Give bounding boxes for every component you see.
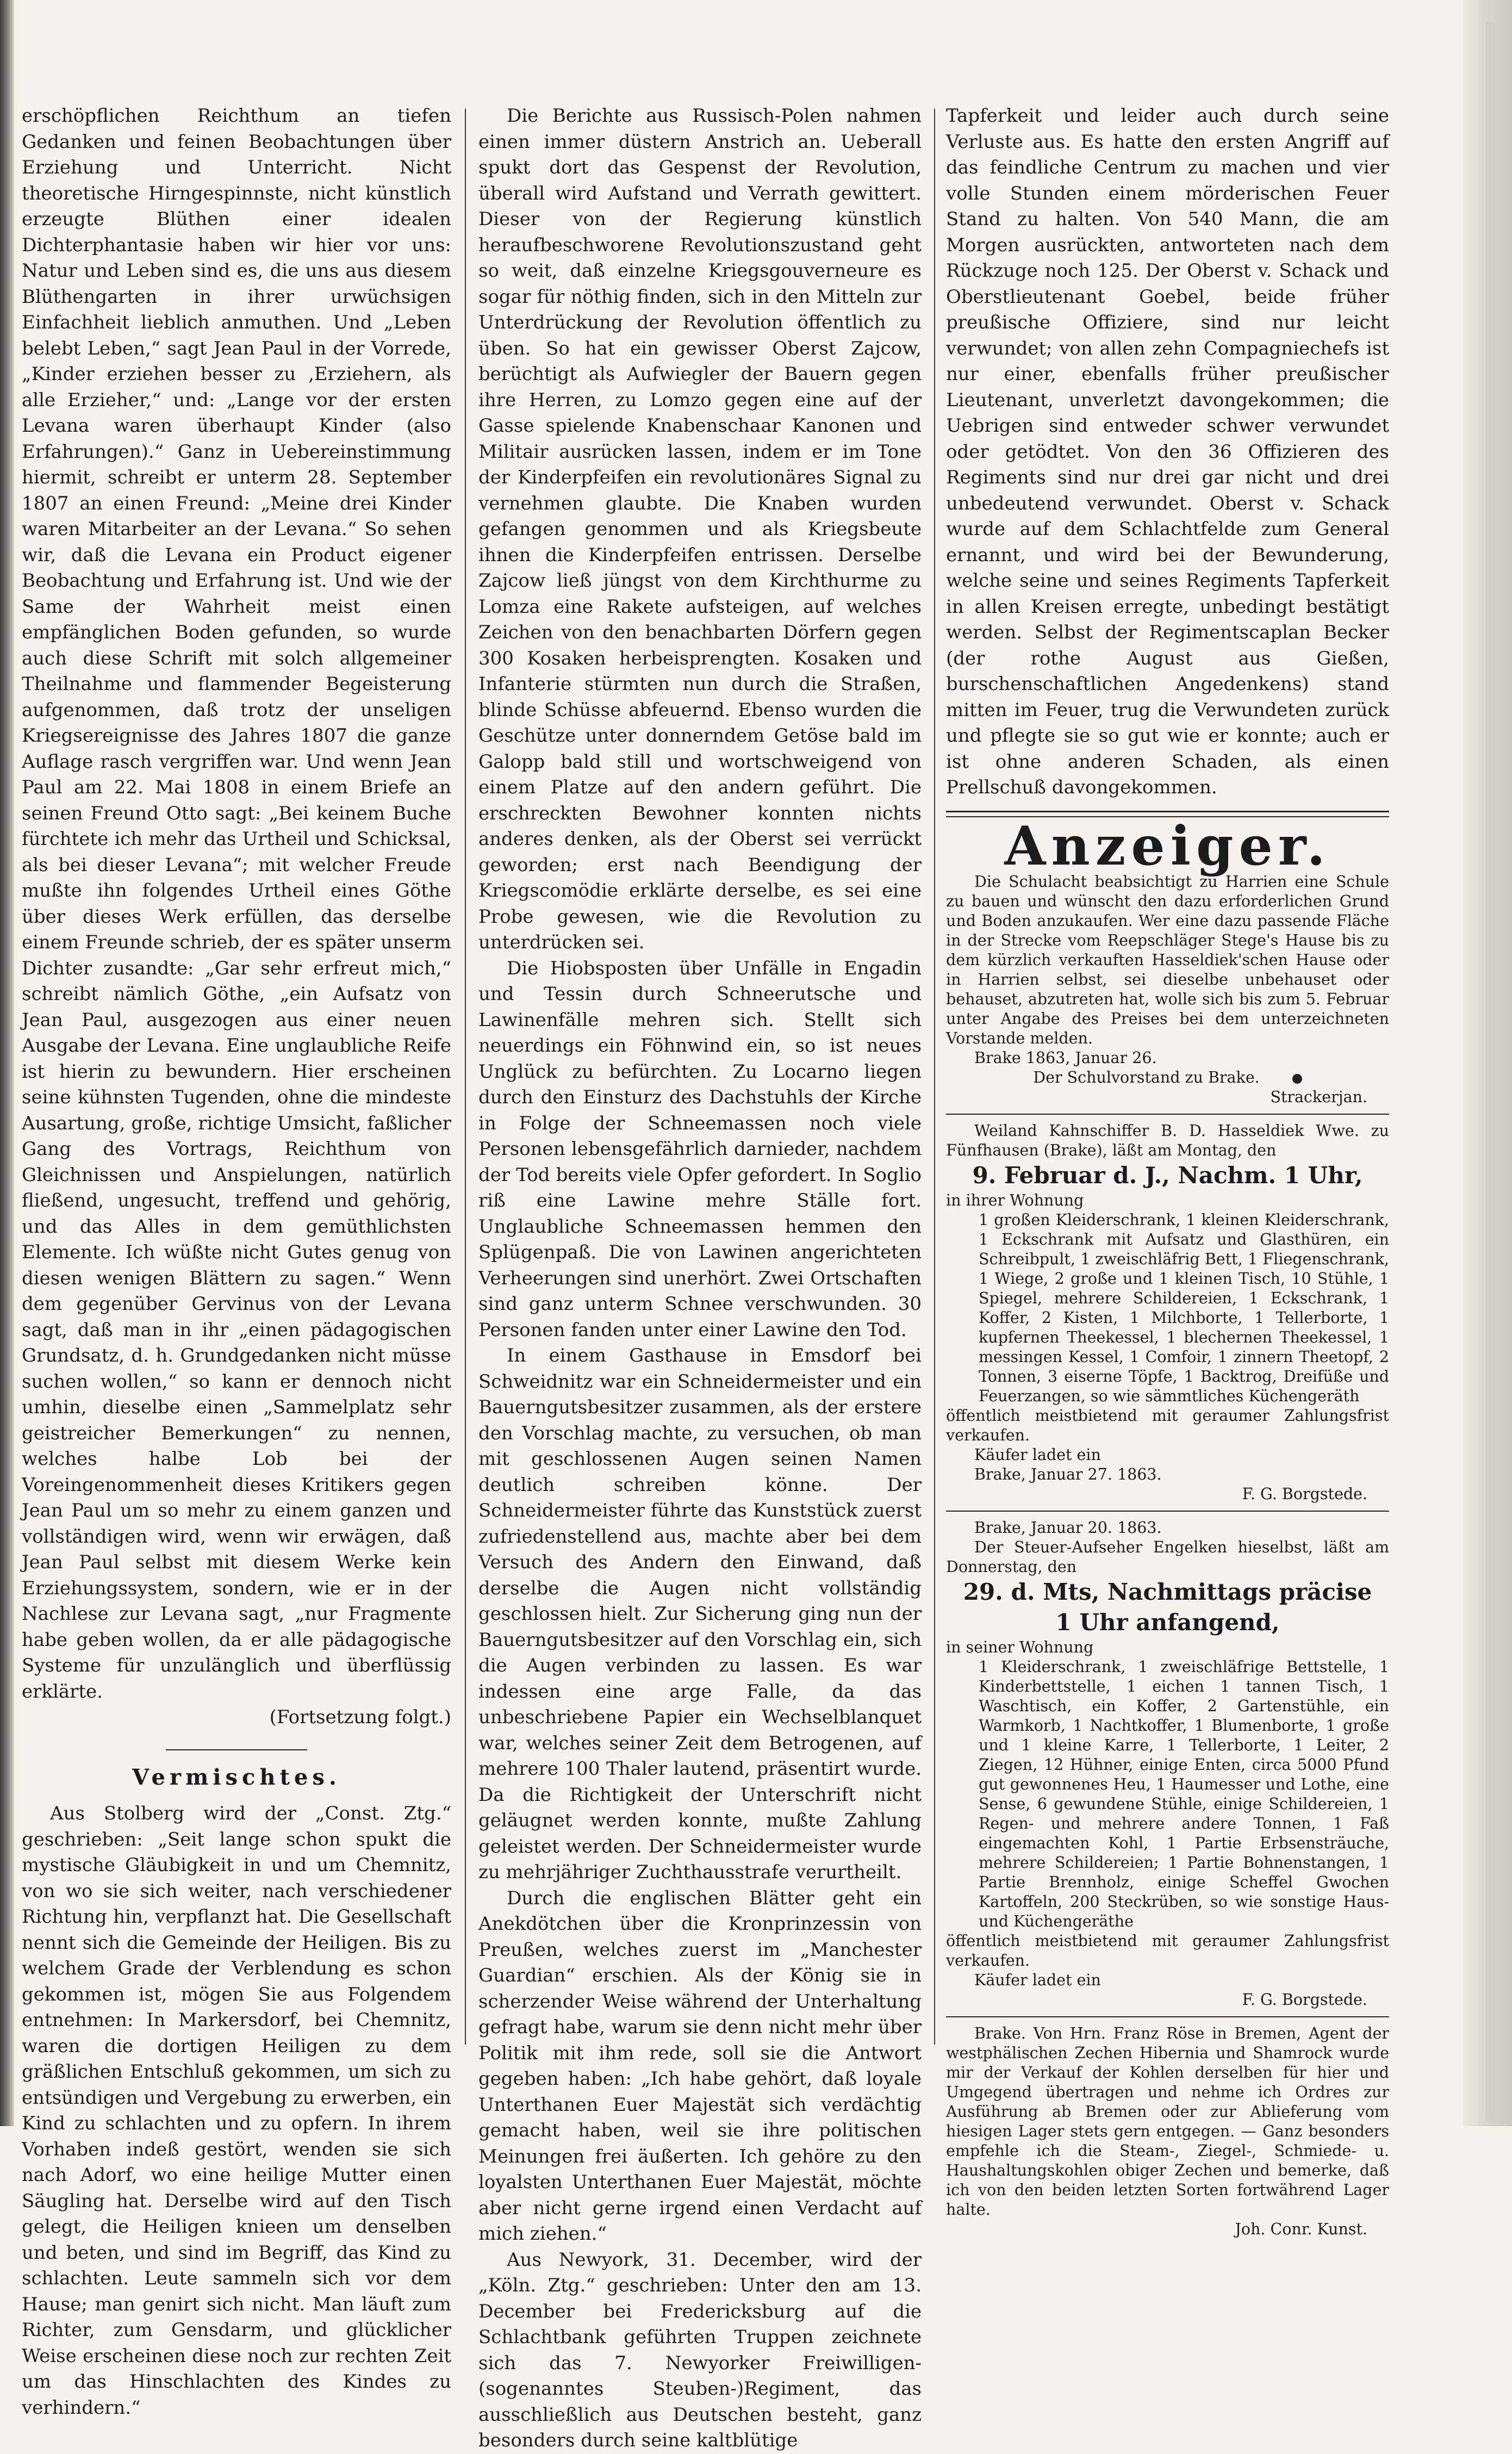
ad-engelken-auction [946,1518,1389,2010]
ad-schulvorstand-date: Brake 1863, Januar 26. [974,1049,1157,1067]
article-newyork-continued: Tapferkeit und leider auch durch seine Verluste aus. Es hatte den ersten Angriff auf das feindliche Centrum zu machen und vier volle Stunden einem mörderischen Feuer Stand zu halten. Von 540 Mann, die am Morgen ausrückten, antworteten nach dem Rückzuge noch 125. Der Oberst v. Schack und Oberstlieutenant Goebel, beide früher preußische Offiziere, sind nur leicht verwundet; von allen zehn Compagniechefs ist nur einer, ebenfalls früher preußischer Lieutenant, unverletzt davongekommen; die Uebrigen sind entweder schwer verwundet oder getödtet. Von den 36 Offizieren des Regiments sind nur drei gar nicht und drei unbedeutend verwundet. Oberst v. Schack wurde auf dem Schlachtfelde zum General ernannt, und wird bei der Bewunderung, welche seine und seines Regiments Tapferkeit in allen Kreisen erregte, unbedingt bestätigt werden. Selbst der Regimentscaplan Becker (der rothe August aus Gießen, burschenschaftlichen Angedenkens) stand mitten im Feuer, trug die Verwundeten zurück und pflegte sie so gut wie er konnte; auch er ist ohne anderen Schaden, als einen Prellschuß davongekommen. [946,105,1389,798]
section-heading-vermischtes: Vermischtes. [132,1764,341,1790]
column-rule-2 [934,109,935,2045]
ad-schulvorstand [946,872,1389,1107]
ad-divider [946,2016,1389,2017]
ad-engelken-buyers: Käufer ladet ein [974,1971,1101,1989]
ad-engelken-date: Brake, Januar 20. 1863. [974,1519,1162,1537]
ad-hasseldiek-date-time: 9. Februar d. J., Nachm. 1 Uhr, [972,1162,1363,1189]
section-divider [166,1749,307,1750]
article-newyork: Aus Newyork, 31. December, wird der „Köln. Ztg.“ geschrieben: Unter den am 13. December bei Fredericksburg auf die Schlachtbank geführten Truppen zeichnete sich das 7. Newyorker Freiwilligen-(sogenanntes Steuben-)Regiment, das ausschließlich aus Deutschen besteht, ganz besonders durch seine kaltblütige [478,2248,922,2451]
column-3 [946,103,1389,2239]
ad-engelken-signature: F. G. Borgstede. [1242,1991,1367,2009]
column-1 [22,103,451,2421]
ink-dot [1292,1074,1302,1084]
ad-hasseldiek-auction [946,1121,1389,1504]
ad-hasseldiek-terms: öffentlich meistbietend mit geraumer Zahlungsfrist verkaufen. [946,1407,1389,1444]
column-2 [478,103,922,2454]
article-russisch-polen: Die Berichte aus Russisch-Polen nahmen einen immer düstern Anstrich an. Ueberall spukt dort das Gespenst der Revolution, überall wird Aufstand und Verrath gewittert. Dieser von der Regierung künstlich heraufbeschworene Revolutionszustand geht so weit, daß einzelne Kriegsgouverneure es sogar für nöthig finden, sich in den Mitteln zur Unterdrückung der Revolution öffentlich zu üben. So hat ein gewisser Oberst Zajcow, berüchtigt als Aufwiegler der Bauern gegen ihre Herren, zu Lomzo gegen eine auf der Gasse spielende Knabenschaar Kanonen und Militair ausrücken lassen, indem er im Tone der Kinderpfeifen ein revolutionäres Signal zu vernehmen glaubte. Die Knaben wurden gefangen genommen und als Kriegsbeute ihnen die Kinderpfeifen entrissen. Derselbe Zajcow ließ jüngst von dem Kirchthurme zu Lomza eine Rakete aufsteigen, auf welches Zeichen von den benachbarten Dörfern gegen 300 Kosaken herbeisprengten. Kosaken und Infanterie stürmten nun durch die Straßen, blinde Schüsse abfeuernd. Ebenso wurden die Geschütze unter donnerndem Getöse bald im Galopp bald still und wortschweigend von einem Platze auf den andern geführt. Die erschreckten Bewohner konnten nichts anderes denken, als der Oberst sei verrückt geworden; erst nach Beendigung der Kriegscomödie erklärte derselbe, es sei eine Probe gewesen, wie die Revolution zu unterdrücken sei. [478,105,922,953]
article-kronprinzessin: Durch die englischen Blätter geht ein Anekdötchen über die Kronprinzessin von Preußen, welches zuerst im „Manchester Guardian“ erschien. Als der König sie in scherzender Weise während der Unterhaltung gefragt habe, warum sie denn nicht mehr über Politik mit ihm rede, soll sie die Antwort gegeben haben: „Ich habe gehört, daß loyale Unterthanen Euer Majestät sich verdächtig gemacht haben, weil sie ihre politischen Meinungen frei äußerten. Ich gehöre zu den loyalsten Unterthanen Euer Majestät, möchte aber nicht gerne irgend einen Verdacht auf mich ziehen.“ [478,1887,922,2245]
continuation-note: (Fortsetzung folgt.) [269,1706,451,1728]
ad-hasseldiek-signature: F. G. Borgstede. [1242,1485,1367,1503]
ad-schulvorstand-text: Die Schulacht beabsichtigt zu Harrien eine Schule zu bauen und wünscht den dazu erforderlichen Grund und Boden anzukaufen. Wer eine dazu passende Fläche in der Strecke vom Reepschläger Stege's Hause bis zu dem kürzlich verkauften Hasseldiek'schen Hause oder in Harrien selbst, sei dieselbe unbehauset oder behauset, abzutreten hat, wolle sich bis zum 5. Februar unter Angabe des Preises bei dem unterzeichneten Vorstande melden. [946,873,1389,1047]
ad-schulvorstand-name: Strackerjan. [1270,1088,1367,1106]
ad-hasseldiek-intro: Weiland Kahnschiffer B. D. Hasseldiek Wwe. zu Fünfhausen (Brake), läßt am Montag, den [946,1122,1389,1159]
ad-schulvorstand-signature: Der Schulvorstand zu Brake. [946,1068,1389,1088]
scan-right-strip [1486,22,1496,2121]
article-levana-text: erschöpflichen Reichthum an tiefen Gedanken und feinen Beobachtungen über Erziehung und Unterricht. Nicht theoretische Hirngespinnste, nicht künstlich erzeugte Blüthen einer idealen Dichterphantasie haben wir hier vor uns: Natur und Leben sind es, die uns aus diesem Blüthengarten in ihrer urwüchsigen Einfachheit lieblich anmuthen. Und „Leben belebt Leben,“ sagt Jean Paul in der Vorrede, „Kinder erziehen besser zu ‚Erziehern, als alle Erzieher,“ und: „Lange vor der ersten Levana waren überhaupt Kinder (also Erfahrungen).“ Ganz in Uebereinstimmung hiermit, schreibt er unterm 28. September 1807 an einen Freund: „Meine drei Kinder waren Mitarbeiter an der Levana.“ So sehen wir, daß die Levana ein Product eigener Beobachtung und Erfahrung ist. Und wie der Same der Wahrheit meist einen empfänglichen Boden gefunden, so wurde auch diese Schrift mit solch allgemeiner Theilnahme und flammender Begeisterung aufgenommen, daß trotz der unseligen Kriegsereignisse des Jahres 1807 die ganze Auflage rasch vergriffen war. Und wenn Jean Paul am 22. Mai 1808 in einem Briefe an seinen Freund Otto sagt: „Bei keinem Buche fürchtete ich mehr das Urtheil und Schicksal, als bei dieser Levana“; mit welcher Freude mußte ihn folgendes Urtheil eines Göthe über dieses Werk erfüllen, das derselbe einem Freunde schrieb, der es später unserm Dichter zusandte: „Gar sehr erfreut mich,“ schreibt nämlich Göthe, „ein Aufsatz von Jean Paul, ausgezogen aus einer neuen Ausgabe der Levana. Eine unglaubliche Reife ist hierin zu bewundern. Hier erscheinen seine kühnsten Tugenden, ohne die mindeste Ausartung, große, richtige Umsicht, faßlicher Gang des Vortrags, Reichthum von Gleichnissen und Anspielungen, natürlich fließend, ungesucht, treffend und gehörig, und das Alles in dem gemüthlichsten Elemente. Ich wüßte nicht Gutes genug von diesen wenigen Blättern zu sagen.“ Wenn dem gegenüber Gervinus von der Levana sagt, daß man in ihr „einen pädagogischen Grundsatz, d. h. Grundgedanken nicht müsse suchen wollen,“ so kann er dennoch nicht umhin, dieselbe einen „Sammelplatz sehr geistreicher Bemerkungen“ zu nennen, welches halbe Lob bei der Voreingenommenheit dieses Kritikers gegen Jean Paul um so mehr zu einem ganzen und vollständigen wird, wenn wir erwägen, daß Jean Paul selbst mit diesem Werke kein Erziehungssystem, sondern, wie er in der Nachlese zur Levana sagt, „nur Fragmente habe geben wollen, da er alle pädagogische Systeme für unzulänglich und überflüssig erklärte. [22,105,451,1703]
ad-engelken-where: in seiner Wohnung [946,1638,1094,1656]
ad-divider [946,1114,1389,1115]
article-emsdorf: In einem Gasthause in Emsdorf bei Schweidnitz war ein Schneidermeister und ein Bauerngutsbesitzer zusammen, als der erstere den Vorschlag machte, zu versuchen, ob man mit geschlossenen Augen seinen Namen deutlich schreiben könne. Der Schneidermeister führte das Kunststück zuerst zufriedenstellend aus, machte aber bei dem Versuch des Andern den Einwand, daß derselbe die Augen nicht vollständig geschlossen hielt. Zur Sicherung ging nun der Bauerngutsbesitzer auf den Vorschlag ein, sich die Augen verbinden zu lassen. Es war indessen eine arge Falle, da das unbeschriebene Papier ein Wechselblanquet war, welches seiner Zeit dem Betrogenen, auf mehrere 100 Thaler lautend, präsentirt wurde. Da die Richtigkeit der Unterschrift nicht geläugnet werden konnte, mußte Zahlung geleistet werden. Der Schneidermeister wurde zu mehrjähriger Zuchthausstrafe verurtheilt. [478,1345,922,1883]
ad-engelken-start: 1 Uhr anfangend, [1055,1609,1280,1636]
ad-divider [946,1511,1389,1512]
ad-engelken-items: 1 Kleiderschrank, 1 zweischläfrige Bettstelle, 1 Kinderbettstelle, 1 eichen 1 tannen Tisch, 1 Waschtisch, ein Koffer, 2 Gartenstühle, ein Warmkorb, 1 Nachtkoffer, 1 Blumenborte, 1 große und 1 kleine Karre, 1 Tellerborte, 1 Leiter, 2 Ziegen, 12 Hühner, einige Enten, circa 5000 Pfund gut gewonnenes Heu, 1 Haumesser und Lothe, eine Sense, 6 gewundene Stühle, einige Schildereien, 1 Regen- und mehrere andere Tonnen, 1 Faß eingemachten Kohl, 1 Partie Erbsensträuche, mehrere Schildereien; 1 Partie Bohnenstangen, 1 Partie Brennholz, einige Scheffel Gwochen Kartoffeln, 200 Steckrüben, so wie sonstige Haus- und Küchengeräthe [979,1658,1389,1930]
anzeiger-title: Anzeiger. [1004,815,1331,878]
ad-hasseldiek-items: 1 großen Kleiderschrank, 1 kleinen Kleiderschrank, 1 Eckschrank mit Aufsatz und Glasthüren, ein Schreibpult, 1 zweischläfrig Bett, 1 Fliegenschrank, 1 Wiege, 2 große und 1 kleinen Tisch, 10 Stühle, 1 Spiegel, mehrere Schildereien, 1 Eckschrank, 1 Koffer, 2 Kisten, 1 Milchborte, 1 Tellerborte, 1 kupfernen Theekessel, 1 blechernen Theekessel, 1 messingen Kessel, 1 Comfoir, 1 zinnern Theetopf, 2 Tonnen, 3 eiserne Töpfe, 1 Backtrog, Dreifüße und Feuerzangen, so wie sämmtliches Küchengeräth [979,1211,1389,1405]
ad-hasseldiek-date: Brake, Januar 27. 1863. [974,1465,1162,1483]
article-stolberg: Aus Stolberg wird der „Const. Ztg.“ geschrieben: „Seit lange schon spukt die mystische Gläubigkeit in und um Chemnitz, von wo sie sich weiter, nach verschiedener Richtung hin, verpflanzt hat. Die Gesellschaft nennt sich die Gemeinde der Heiligen. Bis zu welchem Grade der Verblendung es schon gekommen ist, mögen Sie aus Folgendem entnehmen: In Markersdorf, bei Chemnitz, waren die dortigen Heiligen zu dem gräßlichen Entschluß gekommen, um sich zu entsündigen und Vergebung zu erwerben, ein Kind zu schlachten und zu opfern. In ihrem Vorhaben indeß gestört, wenden sie sich nach Adorf, wo eine heilige Mutter einen Säugling hat. Derselbe wird auf den Tisch gelegt, die Heiligen knieen um denselben und beten, und sind im Begriff, das Kind zu schlachten. Leute sammeln sich vor dem Hause; man genirt sich nicht. Man läuft zum Richter, zum Gensdarm, und glücklicher Weise erscheinen diese noch zur rechten Zeit um das Hinschlachten des Kindes zu verhindern.“ [22,1803,451,2419]
column-rule-1 [465,109,466,2045]
ad-hasseldiek-where: in ihrer Wohnung [946,1191,1084,1209]
scan-left-edge [0,0,14,2126]
ad-hasseldiek-buyers: Käufer ladet ein [974,1446,1101,1464]
ad-kohlen-text: Brake. Von Hrn. Franz Röse in Bremen, Agent der westphälischen Zechen Hibernia und Shamrock wurde mir der Verkauf der Kohlen derselben für hier und Umgegend übertragen und nehme ich Ordres zur Ausführung ab Bremen oder zur Ablieferung vom hiesigen Lager stets gern entgegen. — Ganz besonders empfehle ich die Steam-, Ziegel-, Schmiede- u. Haushaltungskohlen obiger Zechen und bemerke, daß ich von den beiden letzten Sorten fortwährend Lager halte. [946,2024,1389,2219]
ad-engelken-date-time: 29. d. Mts, Nachmittags präcise [963,1579,1372,1605]
ad-engelken-terms: öffentlich meistbietend mit geraumer Zahlungsfrist verkaufen. [946,1932,1389,1970]
ad-kohlen-signature: Joh. Conr. Kunst. [1235,2220,1367,2238]
ad-kohlen [946,2024,1389,2239]
newspaper-page [22,82,1389,2451]
article-lawinen: Die Hiobsposten über Unfälle in Engadin und Tessin durch Schneerutsche und Lawinenfälle mehren sich. Stellt sich neuerdings ein Föhnwind ein, so ist neues Unglück zu befürchten. Zu Locarno liegen durch den Einsturz des Dachstuhls der Kirche in Folge der Schneemassen noch viele Personen lebensgefährlich darnieder, nachdem der Tod bereits viele Opfer gefordert. In Soglio riß eine Lawine mehre Ställe fort. Unglaubliche Schneemassen hemmen den Splügenpaß. Die von Lawinen angerichteten Verheerungen sind unerhört. Zwei Ortschaften sind ganz unterm Schnee verschwunden. 30 Personen fanden unter einer Lawine den Tod. [478,957,922,1341]
ad-engelken-intro: Der Steuer-Aufseher Engelken hieselbst, läßt am Donnerstag, den [946,1538,1389,1576]
